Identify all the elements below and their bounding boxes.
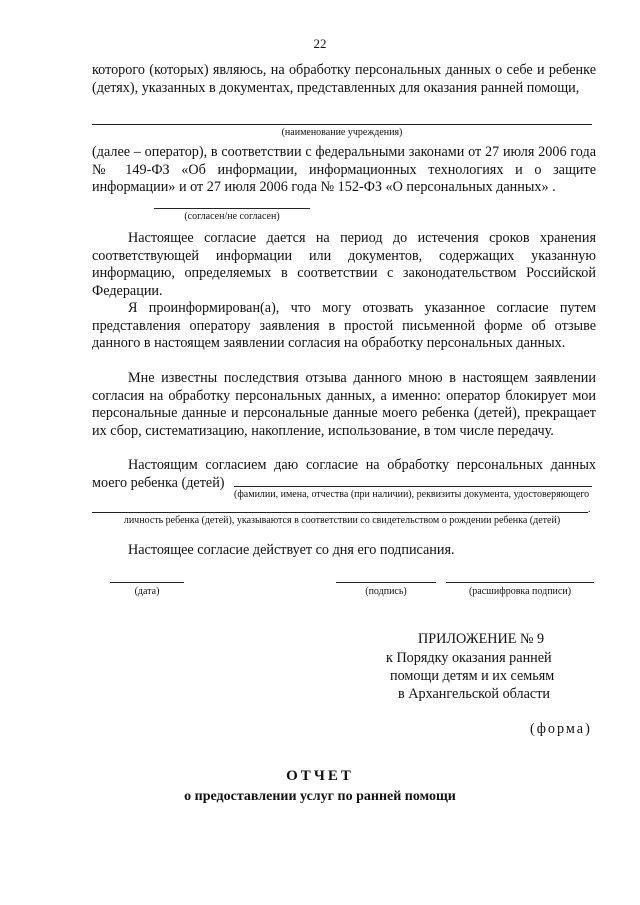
transcript-caption: (расшифровка подписи) bbox=[468, 586, 572, 597]
paragraph-consequences: Мне известны последствия отзыва данного мною в настоящем заявлении согласия на обработку персональных данных, а именно: оператор блокирует мои персональные данные и персональные данные моего ребенка (детей), прекращает их сбор, систематизацию, накопление, использование, в том числе передачу. bbox=[92, 370, 596, 439]
report-subtitle: о предоставлении услуг по ранней помощи bbox=[184, 789, 456, 804]
child-caption-1: (фамилии, имена, отчества (при наличии), реквизиты документа, удостоверяющего bbox=[234, 489, 590, 500]
paragraph-informed: Я проинформирован(а), что могу отозвать указанное согласие путем представления оператору заявления в простой письменной форме об отзыве данного в настоящем заявлении согласия на обработку персональных данных. bbox=[92, 300, 596, 352]
paragraph-operator: (далее – оператор), в соответствии с федеральными законами от 27 июля 2006 года № 149-ФЗ «Об информации, информационных технологиях и о защите информации» и от 27 июля 2006 года № 152-ФЗ «О персональных данных» . bbox=[92, 144, 596, 196]
appendix-line-1: к Порядку оказания ранней bbox=[386, 650, 552, 666]
page-number: 22 bbox=[313, 36, 327, 51]
appendix-line-3: в Архангельской области bbox=[398, 686, 550, 702]
child-line-period: . bbox=[588, 504, 591, 515]
appendix-title: ПРИЛОЖЕНИЕ № 9 bbox=[418, 631, 545, 647]
paragraph-period: Настоящее согласие дается на период до истечения сроков хранения соответствующей информации или документов, содержащих указанную информацию, определяемых в соответствии с законодательством Российской Федерации. bbox=[92, 230, 596, 299]
institution-blank-line bbox=[92, 124, 592, 125]
child-blank-line-2 bbox=[92, 512, 588, 513]
signature-caption: (подпись) bbox=[365, 586, 407, 597]
paragraph-consent-intro: которого (которых) являюсь, на обработку персональных данных о себе и ребенке (детях), указанных в документах, представленных для оказания ранней помощи, bbox=[92, 62, 596, 96]
signature-line bbox=[336, 582, 436, 583]
transcript-line bbox=[446, 582, 594, 583]
date-caption: (дата) bbox=[134, 586, 160, 597]
paragraph-child-consent: Настоящим согласием даю согласие на обработку персональных данных моего ребенка (детей) bbox=[92, 457, 596, 491]
institution-caption: (наименование учреждения) bbox=[281, 127, 403, 138]
child-caption-2: личность ребенка (детей), указываются в соответствии со свидетельством о рождении ребенка (детей) bbox=[123, 515, 561, 526]
child-blank-line-1 bbox=[234, 486, 592, 487]
agree-caption: (согласен/не согласен) bbox=[184, 211, 280, 222]
form-label: (форма) bbox=[530, 721, 592, 737]
date-line bbox=[110, 582, 184, 583]
appendix-line-2: помощи детям и их семьям bbox=[390, 668, 555, 684]
agree-blank-line bbox=[154, 208, 310, 209]
report-title: ОТЧЕТ bbox=[286, 768, 354, 784]
paragraph-effective: Настоящее согласие действует со дня его подписания. bbox=[128, 542, 455, 558]
